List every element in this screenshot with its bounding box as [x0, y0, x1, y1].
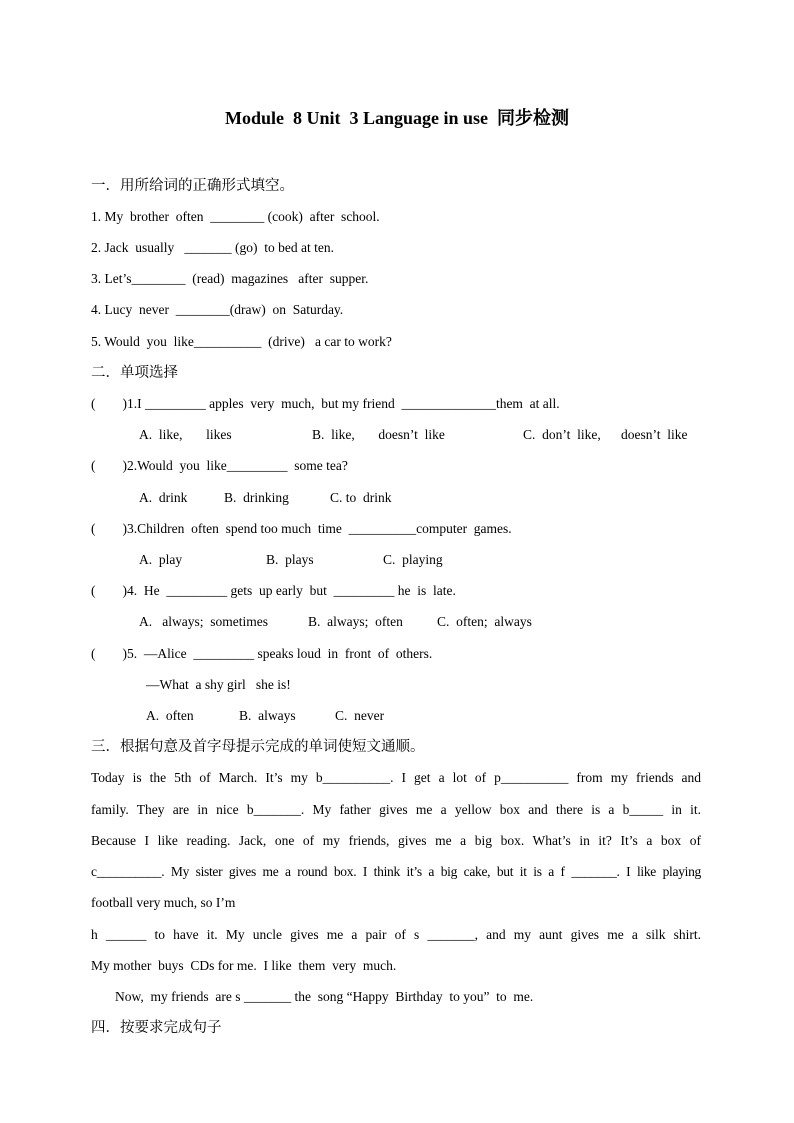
section1-item-1: 1. My brother often ________ (cook) after school. [91, 209, 380, 224]
section4-heading: 四．按要求完成句子 [91, 1020, 222, 1036]
question-1-option-a: A. like, likes [139, 427, 232, 442]
section1-item-5: 5. Would you like__________ (drive) a car to work? [91, 334, 392, 349]
question-5-reply: —What a shy girl she is! [146, 677, 291, 692]
question-3-option-c: C. playing [383, 552, 443, 567]
question-2-option-a: A. drink [139, 490, 188, 505]
question-1-option-b: B. like, doesn’t like [312, 427, 445, 442]
section2-heading: 二．单项选择 [91, 365, 178, 381]
passage-line-1: Today is the 5th of March. It’s my b__________. I get a lot of p__________ from my friends and [91, 770, 701, 785]
question-1-option-c: C. don’t like, doesn’t like [523, 427, 688, 442]
question-3-option-a: A. play [139, 552, 183, 567]
passage-line-7: My mother buys CDs for me. I like them very much. [91, 958, 397, 973]
question-2-stem: ( )2.Would you like_________ some tea? [91, 458, 348, 473]
question-5-stem: ( )5. —Alice _________ speaks loud in front of others. [91, 646, 433, 661]
passage-line-2: family. They are in nice b_______. My father gives me a yellow box and there is a b_____ in it. [91, 802, 701, 817]
question-4-option-a: A. always; sometimes [139, 614, 268, 629]
document-title: Module 8 Unit 3 Language in use 同步检测 [224, 108, 570, 128]
question-2-option-c: C. to drink [330, 490, 392, 505]
passage-line-8: Now, my friends are s _______ the song “Happy Birthday to you” to me. [115, 989, 534, 1004]
question-4-option-c: C. often; always [437, 614, 532, 629]
passage-line-6: h ______ to have it. My uncle gives me a pair of s _______, and my aunt gives me a silk shirt. [91, 927, 701, 942]
question-5-option-b: B. always [239, 708, 296, 723]
question-4-option-b: B. always; often [308, 614, 403, 629]
passage-line-4: c__________. My sister gives me a round box. I think it’s a big cake, but it is a f _______. I like playing [91, 864, 701, 879]
question-5-option-c: C. never [335, 708, 385, 723]
section1-item-4: 4. Lucy never ________(draw) on Saturday. [91, 302, 344, 317]
question-4-stem: ( )4. He _________ gets up early but _________ he is late. [91, 583, 456, 598]
section1-item-2: 2. Jack usually _______ (go) to bed at ten. [91, 240, 334, 255]
section1-heading: 一．用所给词的正确形式填空。 [91, 178, 294, 194]
section3-heading: 三．根据句意及首字母提示完成的单词使短文通顺。 [91, 739, 425, 755]
question-3-stem: ( )3.Children often spend too much time __________computer games. [91, 521, 512, 536]
passage-line-5: football very much, so I’m [91, 895, 236, 910]
question-2-option-b: B. drinking [224, 490, 289, 505]
passage-line-3: Because I like reading. Jack, one of my friends, gives me a big box. What’s in it? It’s a box of [91, 833, 701, 848]
question-1-stem: ( )1.I _________ apples very much, but my friend ______________them at all. [91, 396, 560, 411]
question-5-option-a: A. often [146, 708, 194, 723]
question-3-option-b: B. plays [266, 552, 314, 567]
section1-item-3: 3. Let’s________ (read) magazines after supper. [91, 271, 369, 286]
